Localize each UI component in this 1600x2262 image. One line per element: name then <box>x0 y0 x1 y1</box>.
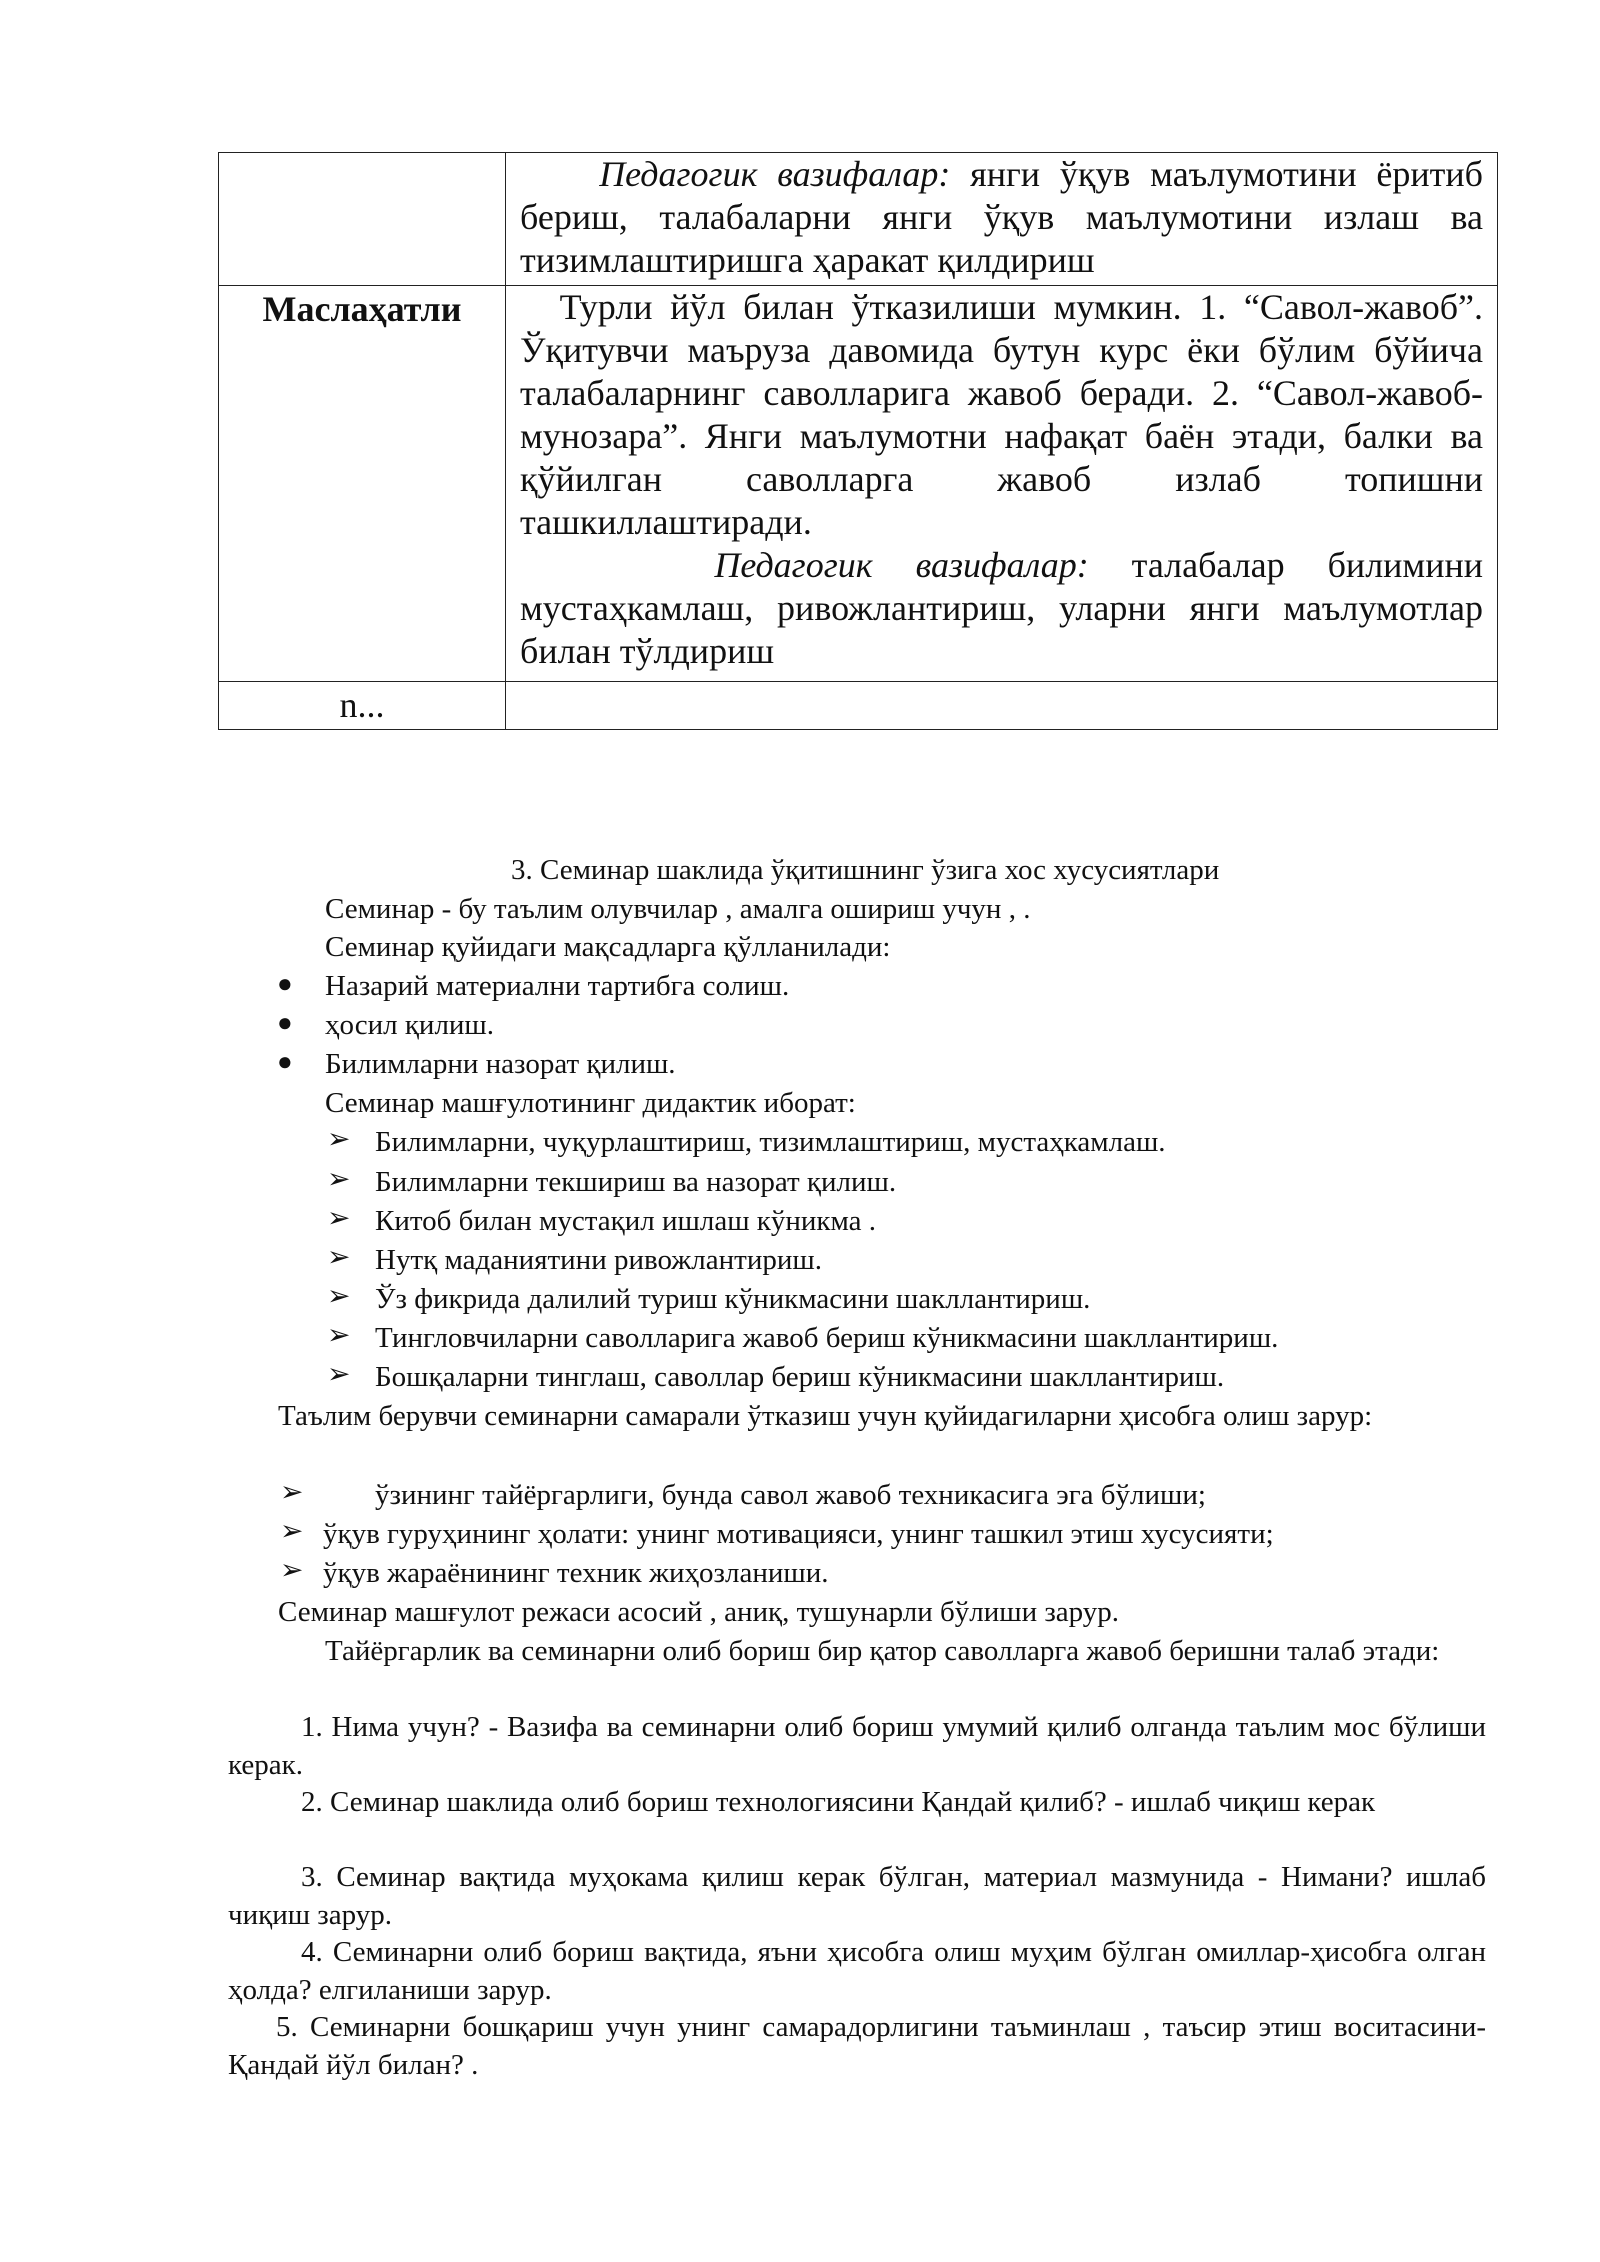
list-item: Билимларни, чуқурлаштириш, тизимлаштириш, мустаҳкамлаш. <box>375 1126 1166 1158</box>
question-item: 5. Семинарни бошқариш учун унинг самарадорлигини таъминлаш , таъсир этиш воситасини- Қандай йўл билан? . <box>228 2011 1486 2081</box>
bullet-icon: ● <box>277 1008 293 1037</box>
question-item: 3. Семинар вақтида муҳокама қилиш керак бўлган, материал мазмунида - Нимани? ишлаб чиқиш зарур. <box>228 1861 1486 1931</box>
arrow-bullet-icon: ➢ <box>327 1124 351 1155</box>
arrow-bullet-icon: ➢ <box>327 1359 351 1390</box>
question-item: 2. Семинар шаклида олиб бориш технологиясини Қандай қилиб? - ишлаб чиқиш керак <box>301 1786 1376 1818</box>
list-item: Китоб билан мустақил ишлаш кўникма . <box>375 1205 877 1237</box>
list-item: ўқув гуруҳининг ҳолати: унинг мотивацияси, унинг ташкил этиш хусусияти; <box>323 1518 1274 1550</box>
list-item: Ўз фикрида далилий туриш кўникмасини шакллантириш. <box>375 1283 1091 1315</box>
intro-line: Семинар қуйидаги мақсадларга қўлланилади: <box>325 931 891 963</box>
body-paragraph: Таълим берувчи семинарни самарали ўтказиш учун қуйидагиларни ҳисобга олиш зарур: <box>278 1400 1373 1432</box>
list-item: Билимларни назорат қилиш. <box>325 1048 676 1080</box>
question-item: 4. Семинарни олиб бориш вақтида, яъни ҳисобга олиш муҳим бўлган омиллар-ҳисобга олган ҳолда? елгиланиши зарур. <box>228 1936 1486 2006</box>
arrow-bullet-icon: ➢ <box>327 1203 351 1234</box>
method-description-cell <box>506 682 1498 730</box>
method-description-cell <box>506 153 1498 286</box>
arrow-bullet-icon: ➢ <box>280 1555 304 1586</box>
pedagogical-tasks-text: янги ўқув маълумотини ёритиб бериш, талабаларни янги ўқув маълумотини излаш ва тизимлаштиришга ҳаракат қилдириш <box>520 154 1483 280</box>
method-name-cell: n... <box>219 682 506 730</box>
question-item: 1. Нима учун? - Вазифа ва семинарни олиб бориш умумий қилиб олганда таълим мос бўлиши керак. <box>228 1711 1486 1781</box>
list-item: Билимларни текшириш ва назорат қилиш. <box>375 1166 897 1198</box>
list-item: Назарий материални тартибга солиш. <box>325 970 790 1002</box>
list-item: Бошқаларни тинглаш, саволлар бериш кўникмасини шакллантириш. <box>375 1361 1225 1393</box>
intro-line: Семинар - бу таълим олувчилар , амалга ошириш учун , . <box>325 893 1031 925</box>
list-item: Тингловчиларни саволларига жавоб бериш кўникмасини шакллантириш. <box>375 1322 1279 1354</box>
table-row <box>219 153 1498 286</box>
method-name-cell: Маслаҳатли <box>219 286 506 682</box>
section-heading: 3. Семинар шаклида ўқитишнинг ўзига хос хусусиятлари <box>511 854 1220 886</box>
arrow-bullet-icon: ➢ <box>280 1516 304 1547</box>
list-item: ўқув жараёнининг техник жиҳозланиши. <box>323 1557 829 1589</box>
didactic-heading: Семинар машғулотининг дидактик иборат: <box>325 1087 856 1119</box>
bullet-icon: ● <box>277 969 293 998</box>
arrow-bullet-icon: ➢ <box>327 1242 351 1273</box>
pedagogical-tasks-text: талабалар билимини мустаҳкамлаш, ривожлантириш, уларни янги маълумотлар билан тўлдириш <box>520 545 1483 671</box>
table-row <box>219 286 1498 682</box>
description-paragraph <box>520 153 1483 282</box>
body-paragraph: Тайёргарлик ва семинарни олиб бориш бир қатор саволларга жавоб беришни талаб этади: <box>325 1635 1440 1667</box>
arrow-bullet-icon: ➢ <box>327 1320 351 1351</box>
arrow-bullet-icon: ➢ <box>327 1164 351 1195</box>
table-row <box>219 682 1498 730</box>
body-line: Семинар машғулот режаси асосий , аниқ, тушунарли бўлиши зарур. <box>278 1596 1120 1628</box>
pedagogical-tasks-label: Педагогик вазифалар: <box>599 154 951 194</box>
description-paragraph <box>520 544 1483 673</box>
description-paragraph: Турли йўл билан ўтказилиши мумкин. 1. “Савол-жавоб”. Ўқитувчи маъруза давомида бутун курс ёки бўлим бўйича талабаларнинг саволларига жавоб беради. 2. “Савол-жавоб-мунозара”. Янги маълумотни нафақат баён этади, балки ва қўйилган саволларга жавоб излаб топишни ташкиллаштиради. <box>520 287 1483 542</box>
arrow-bullet-icon: ➢ <box>327 1281 351 1312</box>
arrow-bullet-icon: ➢ <box>280 1477 304 1508</box>
teaching-methods-table <box>218 152 1498 730</box>
list-item: ҳосил қилиш. <box>325 1009 495 1041</box>
list-item: ўзининг тайёргарлиги, бунда савол жавоб техникасига эга бўлиши; <box>375 1479 1206 1511</box>
list-item: Нутқ маданиятини ривожлантириш. <box>375 1244 822 1276</box>
pedagogical-tasks-label: Педагогик вазифалар: <box>714 545 1089 585</box>
method-description-cell <box>506 286 1498 682</box>
bullet-icon: ● <box>277 1047 293 1076</box>
method-name-cell <box>219 153 506 286</box>
